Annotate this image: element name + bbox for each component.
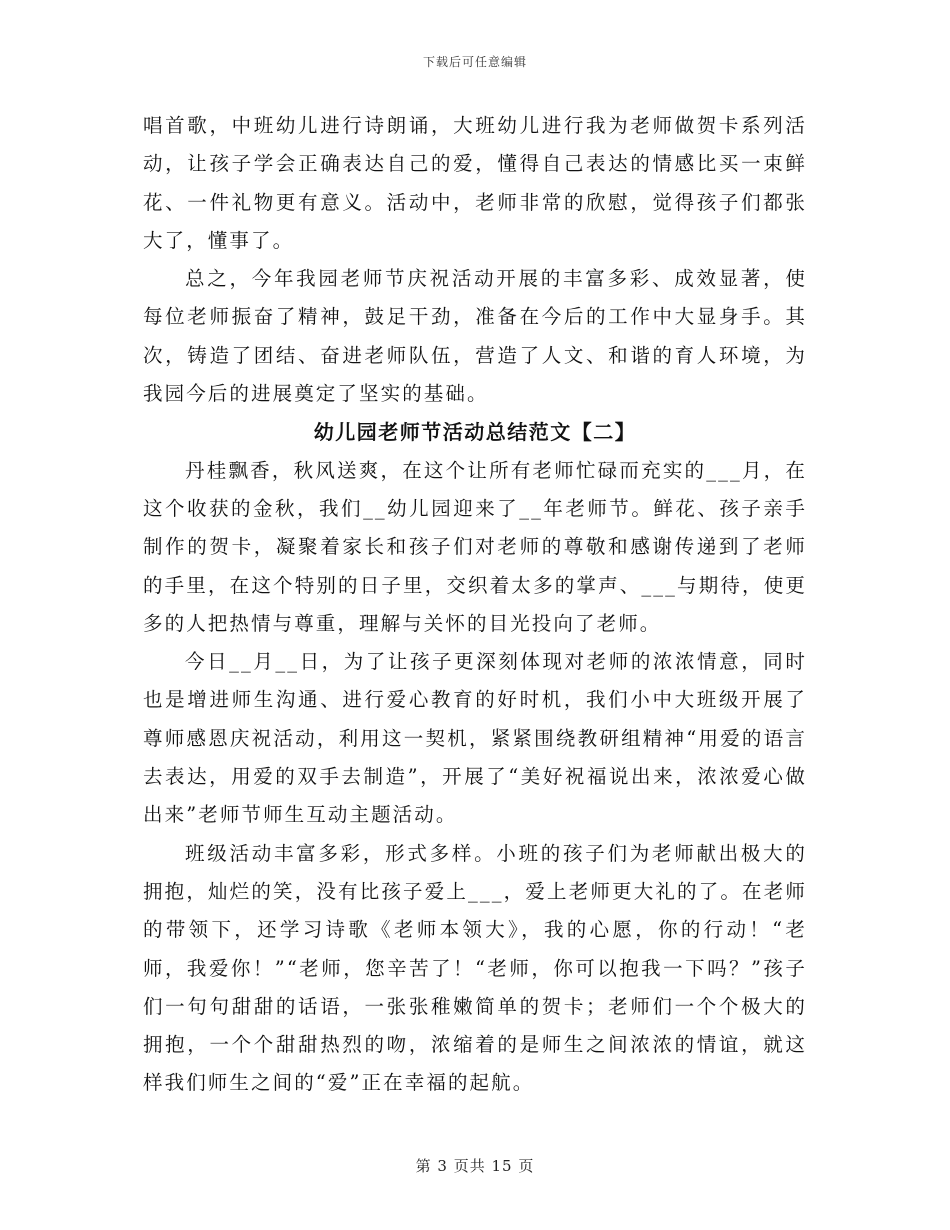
paragraph-4: 今日__月__日，为了让孩子更深刻体现对老师的浓浓情意，同时也是增进师生沟通、进行爱心教育的好时机，我们小中大班级开展了尊师感恩庆祝活动，利用这一契机，紧紧围绕教研组精神“用爱的语言去表达，用爱的双手去制造”，开展了“美好祝福说出来，浓浓爱心做出来”老师节师生互动主题活动。 — [143, 650, 807, 827]
paragraph-2: 总之，今年我园老师节庆祝活动开展的丰富多彩、成效显著，使每位老师振奋了精神，鼓足干劲，准备在今后的工作中大显身手。其次，铸造了团结、奋进老师队伍，营造了人文、和谐的育人环境，为我园今后的进展奠定了坚实的基础。 — [143, 267, 807, 406]
paragraph-5: 班级活动丰富多彩，形式多样。小班的孩子们为老师献出极大的拥抱，灿烂的笑，没有比孩子爱上___，爱上老师更大礼的了。在老师的带领下，还学习诗歌《老师本领大》，我的心愿，你的行动！“老师，我爱你！”“老师，您辛苦了！“老师，你可以抱我一下吗？”孩子们一句句甜甜的话语，一张张稚嫩简单的贺卡；老师们一个个极大的拥抱，一个个甜甜热烈的吻，浓缩着的是师生之间浓浓的情谊，就这样我们师生之间的“爱”正在幸福的起航。 — [143, 841, 807, 1095]
section-title: 幼儿园老师节活动总结范文【二】 — [313, 420, 637, 445]
document-body — [143, 107, 807, 1103]
paragraph-3: 丹桂飘香，秋风送爽，在这个让所有老师忙碌而充实的___月，在这个收获的金秋，我们__幼儿园迎来了__年老师节。鲜花、孩子亲手制作的贺卡，凝聚着家长和孩子们对老师的尊敬和感谢传递到了老师的手里，在这个特别的日子里，交织着太多的掌声、___与期待，使更多的人把热情与尊重，理解与关怀的目光投向了老师。 — [143, 458, 807, 635]
page-footer: 第 3 页共 15 页 — [415, 1157, 535, 1175]
page-header: 下载后可任意编辑 — [422, 55, 527, 69]
paragraph-1: 唱首歌，中班幼儿进行诗朗诵，大班幼儿进行我为老师做贺卡系列活动，让孩子学会正确表达自己的爱，懂得自己表达的情感比买一束鲜花、一件礼物更有意义。活动中，老师非常的欣慰，觉得孩子们都张大了，懂事了。 — [143, 114, 807, 252]
